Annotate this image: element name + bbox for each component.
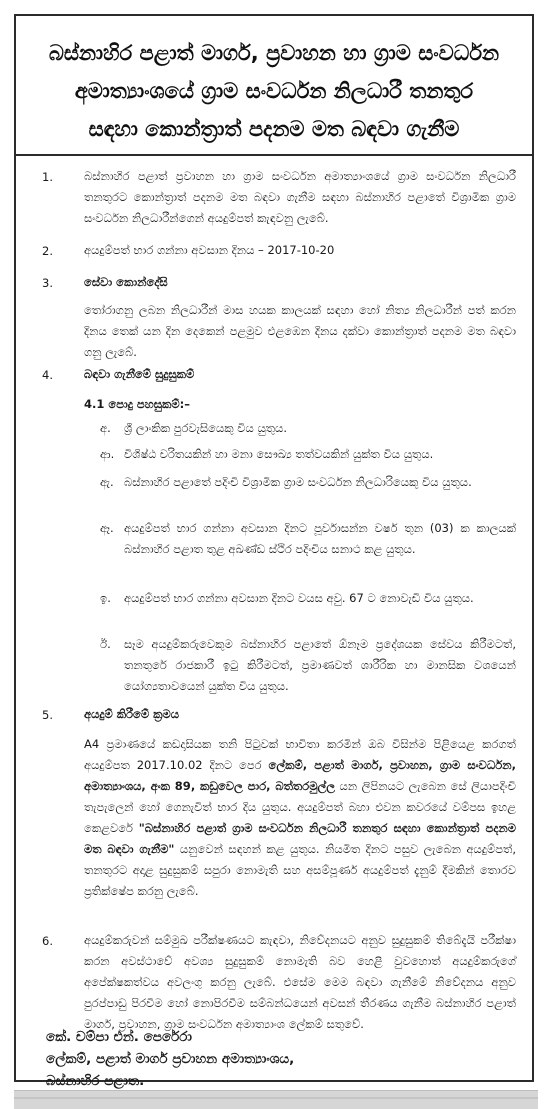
section-2-text: අයදුම්පත් භාර ගන්නා අවසාන දිනය – 2017-10-20 — [84, 243, 335, 257]
qualification-item: අයදුම්පත් භාර ගන්නා අවසාන දිනට පූර්වාසන්න වර්ෂ තුන (03) ක කාලයක් බස්නාහිර පළාත තුළ අඛණ්ඩ ස්ථිර පදිංචිය සනාථ කළ යුතුය. — [124, 521, 516, 556]
section-5-envelope-label: "බස්නාහිර පළාත් ග්‍රාම සංවර්ධන නිලධාරී තනතුර සඳහා කොන්ත්‍රාත් පදනම මත බඳවා ගැනීම" — [84, 821, 516, 856]
section-3-text: තෝරාගනු ලබන නිලධාරීන් මාස හයක කාලයක් සඳහා හෝ නිත්‍ය නිලධාරීන් පත් කරන දිනය තෙක් යන දින දෙකෙන් පළමුව එළඹෙන දිනය දක්වා කොන්ත්‍රාත් පදනම මත බඳවා ගනු ලැබේ. — [84, 303, 516, 359]
header-line-3: සඳහා කොන්ත්‍රාත් පදනම මත බඳවා ගැනීම — [88, 117, 460, 141]
qualification-item: සෑම අයදුම්කරුවෙකුම බස්නාහිර පළාතේ ඕනෑම ප්‍රදේශයක සේවය කිරීමටත්, තනතුරේ රාජකාරී ඉටු කිරීමටත්, ප්‍රමාණවත් ශාරීරික හා මානසික වශයෙන් යෝග්‍යතාවයෙන් යුක්ත විය යුතුය. — [124, 637, 516, 693]
section-3-number: 3. — [42, 276, 53, 290]
section-4-subtitle: 4.1 පොදු පහසුකම්:– — [84, 397, 190, 411]
qualification-item: ශ්‍රී ලාංකික පුරවැසියෙකු විය යුතුය. — [124, 421, 287, 435]
section-1-text: බස්නාහිර පළාත් ප්‍රවාහන හා ග්‍රාම සංවර්ධන අමාත්‍යාංශයේ ග්‍රාම සංවර්ධන නිලධාරී තනතුරට කොන්ත්‍රාත් පදනම මත බඳවා ගැනීම සඳහා බස්නාහිර පළාතේ විශ්‍රාමික ග්‍රාම සංවර්ධන නිලධාරීන්ගෙන් අයදුම්පත් කැඳවනු ලැබේ. — [84, 169, 516, 225]
section-4-number: 4. — [42, 368, 53, 382]
qualification-mark: අ. — [100, 421, 111, 435]
section-5-address: ලේකම්, පළාත් මාර්ග, ප්‍රවාහන, ග්‍රාම සංවර්ධන, අමාත්‍යාංශය, අංක 89, කඩුවෙල පාර, බත්තරමුල්ල — [84, 758, 516, 793]
signature-block — [46, 1026, 294, 1092]
qualification-mark: ඉ. — [100, 591, 111, 605]
section-6-number: 6. — [42, 934, 53, 948]
qualification-mark: ඊ. — [100, 637, 111, 651]
section-5-text — [84, 734, 516, 902]
footer-bar — [14, 1090, 538, 1109]
section-3-title: සේවා කොන්දේසි — [84, 275, 168, 289]
qualification-item: බස්නාහිර පළාතේ පදිංචි විශ්‍රාමික ග්‍රාම සංවර්ධන නිලධාරියෙකු විය යුතුය. — [124, 475, 472, 489]
signature-title: ලේකම්, පළාත් මාර්ග ප්‍රවාහන අමාත්‍යාංශය, — [46, 1051, 295, 1067]
qualification-item: අයදුම්පත් භාර ගන්නා අවසාන දිනට වයස අවු. 67 ට නොවැඩි විය යුතුය. — [124, 591, 474, 605]
section-4-title: බඳවා ගැනීමේ සුදුසුකම් — [84, 367, 195, 381]
notice-frame — [14, 14, 534, 1089]
qualification-mark: ඇ. — [100, 475, 114, 489]
section-5-title: අයදුම් කිරීමේ ක්‍රමය — [84, 707, 179, 721]
qualification-mark: ආ. — [100, 447, 115, 461]
notice-header — [16, 16, 532, 156]
section-2-number: 2. — [42, 244, 53, 258]
qualification-item: විශිෂ්ඨ චරිතයකින් හා මනා සෞඛ්‍ය තත්වයකින් යුක්ත විය යුතුය. — [124, 447, 434, 461]
section-5-text-e: යනුවෙන් සඳහන් කළ යුතුය. නියමිත දිනට පසුව ලැබෙන අයදුම්පත්, තනතුරට අදාළ සුදුසුකම් සපුරා නොමැති සහ අසම්පූර්ණ අයදුම්පත් දැනුම් දීමකින් තොරව ප්‍රතික්ෂේප කරනු ලැබේ. — [84, 842, 516, 898]
header-line-1: බස්නාහිර පළාත් මාර්ග, ප්‍රවාහන හා ග්‍රාම සංවර්ධන — [48, 41, 500, 65]
section-5-text-a: A4 ප්‍රමාණයේ කඩදාසියක තනි පිටුවක් භාවිතා කරමින් ඔබ විසින්ම පිළියෙළ කරගත් අයදුම්පත 2017.10.02 දිනට පෙර — [84, 737, 516, 772]
signature-name: කේ. චම්පා එන්. පෙරේරා — [46, 1029, 192, 1045]
signature-province: බස්නාහිර පළාත. — [46, 1073, 145, 1089]
section-1-number: 1. — [42, 170, 53, 184]
section-5-text-c: යන ලිපිනයට ලැබෙන සේ ලියාපදිංචි තැපැලෙන් හෝ ගෙනැවිත් භාර දිය යුතුය. අයදුම්පත් බහා එවන කවරයේ වම්පස ඉහළ කෙළවරේ — [84, 779, 516, 835]
section-6-text: අයදුම්කරුවන් සම්මුඛ පරීක්ෂණයට කැඳවා, නිවේදනයට අනුව සුදුසුකම් තිබේදැයි පරීක්ෂා කරන අවස්ථාවේ අවශ්‍ය සුදුසුකම් නොමැති බව හෙළි වුවහොත් අයදුම්කරුගේ අපේක්ෂකත්වය අවලංගු කරනු ලැබේ. එසේම මෙම බඳවා ගැනීමේ නිවේදනය අනුව පුරප්පාඩු පිරවීම හෝ නොපිරවීම සම්බන්ධයෙන් අවසන් තීරණය ගැනීම බස්නාහිර පළාත් මාර්ග, ප්‍රවාහන, ග්‍රාම සංවර්ධන අමාත්‍යාංශ ලේකම් සතුවේ. — [84, 933, 516, 1031]
section-5-number: 5. — [42, 708, 53, 722]
header-line-2: අමාත්‍යාංශයේ ග්‍රාම සංවර්ධන නිලධාරී තනතුර — [74, 79, 474, 103]
qualification-mark: ඈ. — [100, 521, 114, 535]
